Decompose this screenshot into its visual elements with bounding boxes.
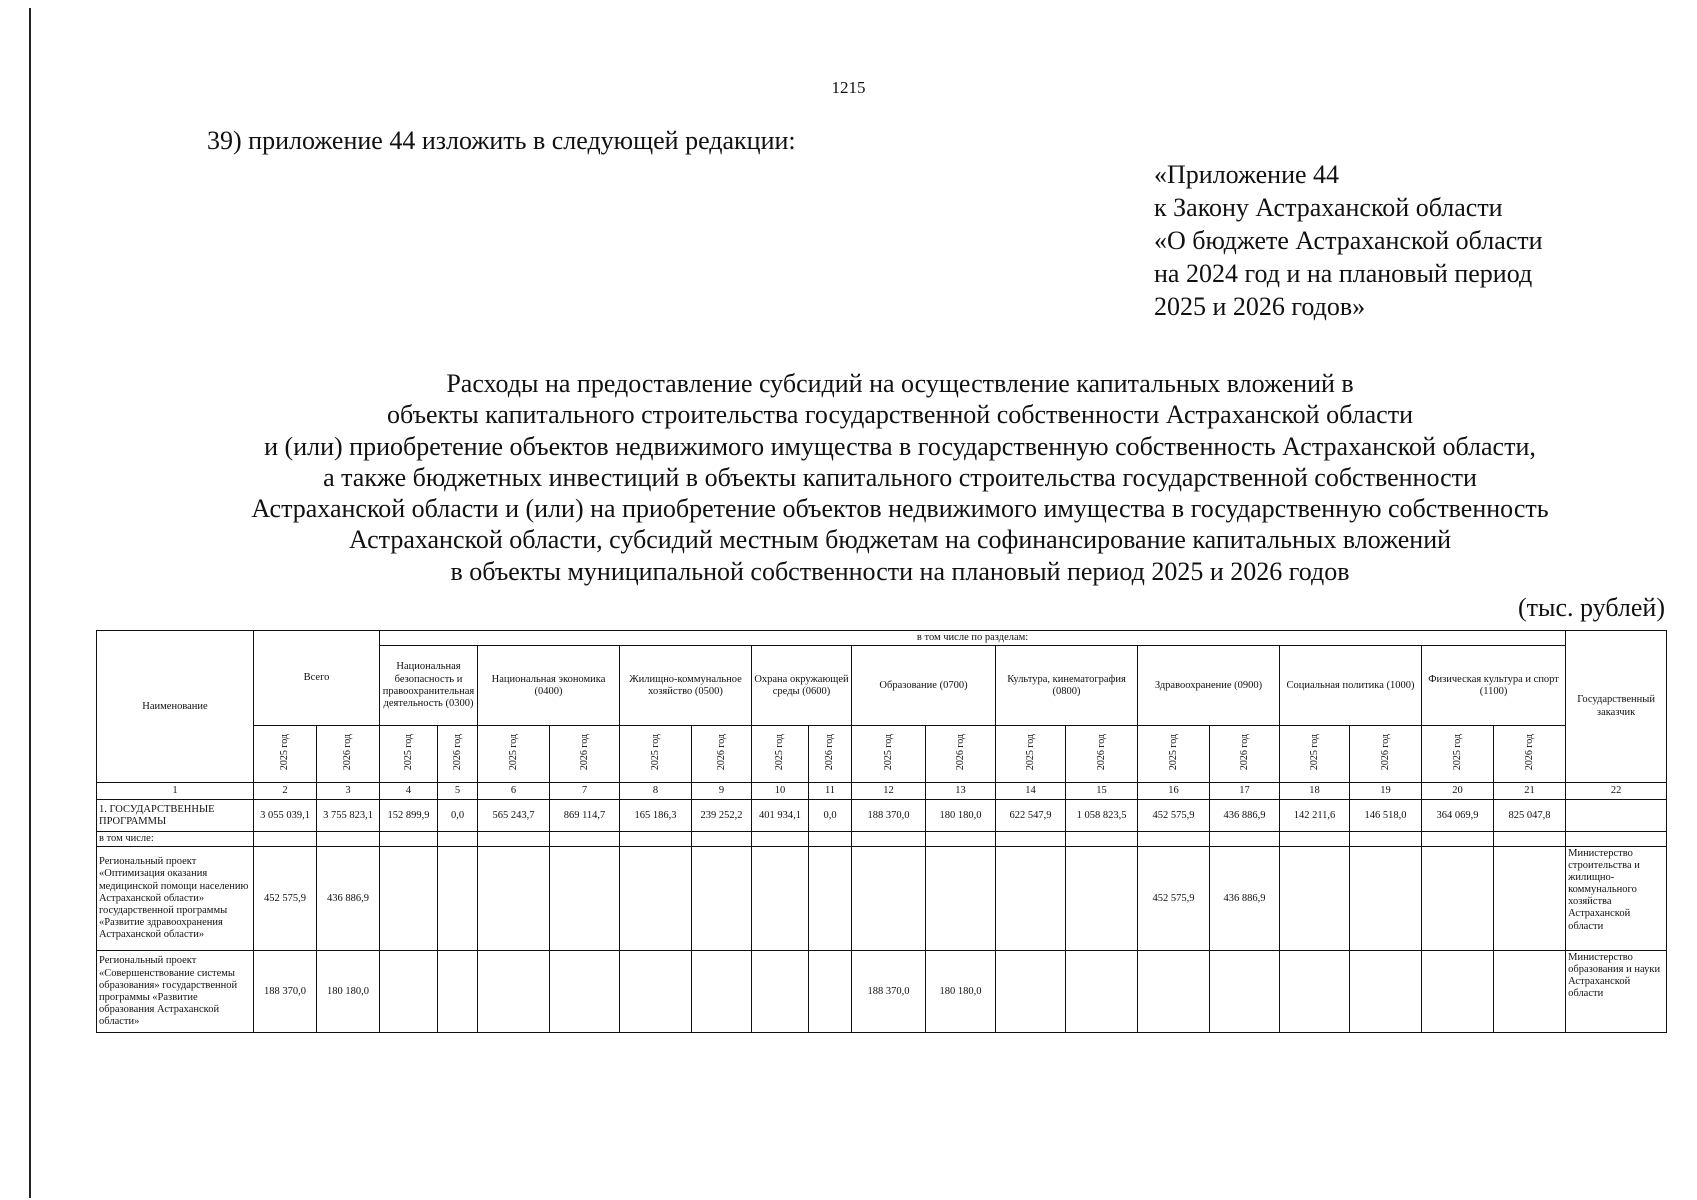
row-value: 3 055 039,1: [254, 800, 317, 832]
header-year-2025: [1422, 726, 1494, 783]
header-year-2026: [317, 726, 380, 783]
row-value: 142 211,6: [1280, 800, 1350, 832]
header-section: Национальная экономика (0400): [478, 646, 620, 726]
row-value: [1138, 832, 1210, 847]
amendment-intro: 39) приложение 44 изложить в следующей редакции:: [207, 126, 796, 155]
document-title: [100, 368, 1697, 587]
title-line: Астраханской области и (или) на приобретение объектов недвижимого имущества в государственную собственность: [251, 494, 1549, 524]
row-value: [438, 951, 478, 1033]
header-section: Национальная безопасность и правоохранительная деятельность (0300): [380, 646, 478, 726]
row-value: [996, 847, 1066, 951]
page-number: 1215: [831, 78, 866, 97]
column-number: 3: [317, 783, 380, 800]
row-customer: [1566, 800, 1667, 832]
year-label: 2025 год: [882, 733, 894, 771]
column-number: 9: [692, 783, 752, 800]
row-value: [1350, 847, 1422, 951]
title-line: а также бюджетных инвестиций в объекты капитального строительства государственной собственности: [323, 462, 1477, 492]
row-value: [996, 951, 1066, 1033]
column-number: 6: [478, 783, 550, 800]
header-year-2026: [926, 726, 996, 783]
column-number: 7: [550, 783, 620, 800]
row-value: [1280, 832, 1350, 847]
row-value: 452 575,9: [1138, 800, 1210, 832]
header-year-2025: [752, 726, 809, 783]
row-value: 869 114,7: [550, 800, 620, 832]
year-label: 2026 год: [954, 733, 966, 771]
row-value: 565 243,7: [478, 800, 550, 832]
row-value: [1066, 847, 1138, 951]
row-value: 152 899,9: [380, 800, 438, 832]
column-number: 22: [1566, 783, 1667, 800]
column-number: 5: [438, 783, 478, 800]
row-value: 188 370,0: [852, 951, 926, 1033]
year-label: 2025 год: [279, 733, 291, 771]
row-value: [926, 847, 996, 951]
table-row: [97, 800, 1667, 832]
row-value: [1280, 951, 1350, 1033]
row-customer: Министерство строительства и жилищно-коммунального хозяйства Астраханской области: [1566, 847, 1667, 951]
row-value: [1422, 951, 1494, 1033]
column-number: 10: [752, 783, 809, 800]
row-value: [692, 951, 752, 1033]
row-customer: Министерство образования и науки Астраханской области: [1566, 951, 1667, 1033]
year-label: 2026 год: [1523, 733, 1535, 771]
row-name: 1. ГОСУДАРСТВЕННЫЕ ПРОГРАММЫ: [97, 800, 254, 832]
row-value: 0,0: [438, 800, 478, 832]
column-number: 11: [809, 783, 852, 800]
row-value: [692, 832, 752, 847]
row-value: [926, 832, 996, 847]
header-year-2025: [996, 726, 1066, 783]
year-label: 2026 год: [342, 733, 354, 771]
header-year-2026: [1350, 726, 1422, 783]
header-year-2025: [1138, 726, 1210, 783]
column-number: 12: [852, 783, 926, 800]
title-line: Астраханской области, субсидий местным бюджетам на софинансирование капитальных вложений: [348, 525, 1452, 555]
row-value: 452 575,9: [1138, 847, 1210, 951]
year-label: 2025 год: [507, 733, 519, 771]
header-section: Физическая культура и спорт (1100): [1422, 646, 1566, 726]
page-margin-line: [29, 8, 31, 1198]
table-row: [97, 951, 1667, 1033]
title-line: в объекты муниципальной собственности на плановый период 2025 и 2026 годов: [450, 556, 1350, 586]
appendix-line: «О бюджете Астраханской области: [1154, 226, 1543, 255]
year-label: 2025 год: [1167, 733, 1179, 771]
appendix-line: на 2024 год и на плановый период: [1154, 259, 1533, 288]
row-value: 825 047,8: [1494, 800, 1566, 832]
header-year-2025: [852, 726, 926, 783]
year-label: 2026 год: [824, 733, 836, 771]
header-customer: Государственный заказчик: [1566, 631, 1667, 783]
header-section: Культура, кинематография (0800): [996, 646, 1138, 726]
row-name: в том числе:: [97, 832, 254, 847]
budget-table: [96, 630, 1667, 1033]
year-label: 2025 год: [402, 733, 414, 771]
appendix-line: к Закону Астраханской области: [1154, 193, 1503, 222]
column-number: 18: [1280, 783, 1350, 800]
column-number-row: [97, 783, 1667, 800]
row-value: [550, 847, 620, 951]
column-number: 2: [254, 783, 317, 800]
row-value: 188 370,0: [254, 951, 317, 1033]
row-value: [1066, 951, 1138, 1033]
header-section: Здравоохранение (0900): [1138, 646, 1280, 726]
row-value: [478, 832, 550, 847]
row-value: [438, 832, 478, 847]
row-value: [478, 951, 550, 1033]
row-value: [692, 847, 752, 951]
header-section: Образование (0700): [852, 646, 996, 726]
row-value: [1210, 832, 1280, 847]
year-label: 2026 год: [578, 733, 590, 771]
row-value: 180 180,0: [926, 951, 996, 1033]
row-value: [752, 951, 809, 1033]
year-label: 2025 год: [1024, 733, 1036, 771]
row-value: [809, 951, 852, 1033]
header-section: Социальная политика (1000): [1280, 646, 1422, 726]
title-line: Расходы на предоставление субсидий на осуществление капитальных вложений в: [446, 369, 1354, 398]
row-value: [620, 951, 692, 1033]
row-value: [438, 847, 478, 951]
column-number: 17: [1210, 783, 1280, 800]
row-value: [550, 951, 620, 1033]
column-number: 1: [97, 783, 254, 800]
row-value: 1 058 823,5: [1066, 800, 1138, 832]
header-year-2025: [1280, 726, 1350, 783]
header-year-2025: [254, 726, 317, 783]
row-name: Региональный проект «Оптимизация оказания медицинской помощи населению Астраханской области» государственной программы «Развитие здравоохранения Астраханской области»: [97, 847, 254, 951]
row-value: 364 069,9: [1422, 800, 1494, 832]
header-including-sections: в том числе по разделам:: [380, 631, 1566, 646]
row-value: 0,0: [809, 800, 852, 832]
column-number: 16: [1138, 783, 1210, 800]
row-value: [380, 847, 438, 951]
row-value: [1350, 832, 1422, 847]
column-number: 14: [996, 783, 1066, 800]
row-value: 188 370,0: [852, 800, 926, 832]
row-value: [809, 832, 852, 847]
table-row: [97, 832, 1667, 847]
column-number: 19: [1350, 783, 1422, 800]
appendix-header: [1154, 158, 1543, 323]
column-number: 20: [1422, 783, 1494, 800]
header-year-2026: [1210, 726, 1280, 783]
row-value: 452 575,9: [254, 847, 317, 951]
row-value: [620, 847, 692, 951]
row-value: [1422, 847, 1494, 951]
year-label: 2026 год: [715, 733, 727, 771]
year-label: 2026 год: [451, 733, 463, 771]
year-label: 2026 год: [1238, 733, 1250, 771]
table-row: [97, 847, 1667, 951]
column-number: 4: [380, 783, 438, 800]
header-section: Охрана окружающей среды (0600): [752, 646, 852, 726]
header-name: Наименование: [97, 631, 254, 783]
column-number: 15: [1066, 783, 1138, 800]
row-value: [550, 832, 620, 847]
row-value: 239 252,2: [692, 800, 752, 832]
row-value: [1280, 847, 1350, 951]
row-value: 180 180,0: [926, 800, 996, 832]
row-value: 436 886,9: [1210, 800, 1280, 832]
units-label: (тыс. рублей): [1517, 593, 1665, 622]
row-value: [1494, 951, 1566, 1033]
year-label: 2026 год: [1379, 733, 1391, 771]
header-year-2026: [809, 726, 852, 783]
header-year-2026: [1494, 726, 1566, 783]
row-value: 3 755 823,1: [317, 800, 380, 832]
appendix-line: 2025 и 2026 годов»: [1154, 292, 1366, 321]
header-year-2025: [620, 726, 692, 783]
header-year-2026: [550, 726, 620, 783]
row-value: [852, 847, 926, 951]
row-customer: [1566, 832, 1667, 847]
row-value: [478, 847, 550, 951]
header-year-2026: [438, 726, 478, 783]
title-line: и (или) приобретение объектов недвижимого имущества в государственную собственность Астраханской области,: [264, 431, 1536, 461]
row-value: [809, 847, 852, 951]
row-value: [620, 832, 692, 847]
row-value: [1494, 832, 1566, 847]
row-value: [254, 832, 317, 847]
row-value: [317, 832, 380, 847]
year-label: 2025 год: [1308, 733, 1320, 771]
header-year-2026: [692, 726, 752, 783]
row-value: [1066, 832, 1138, 847]
row-name: Региональный проект «Совершенствование системы образования» государственной программы «Развитие образования Астраханской области»: [97, 951, 254, 1033]
row-value: [1210, 951, 1280, 1033]
year-label: 2025 год: [1451, 733, 1463, 771]
row-value: 146 518,0: [1350, 800, 1422, 832]
row-value: 622 547,9: [996, 800, 1066, 832]
row-value: [1494, 847, 1566, 951]
year-label: 2025 год: [649, 733, 661, 771]
year-label: 2026 год: [1095, 733, 1107, 771]
row-value: [752, 832, 809, 847]
row-value: 436 886,9: [1210, 847, 1280, 951]
row-value: [1422, 832, 1494, 847]
header-total: Всего: [254, 631, 380, 726]
header-section: Жилищно-коммунальное хозяйство (0500): [620, 646, 752, 726]
row-value: [996, 832, 1066, 847]
row-value: [1350, 951, 1422, 1033]
year-label: 2025 год: [774, 733, 786, 771]
row-value: [1138, 951, 1210, 1033]
title-line: объекты капитального строительства государственной собственности Астраханской области: [386, 400, 1413, 430]
header-year-2026: [1066, 726, 1138, 783]
row-value: [852, 832, 926, 847]
row-value: [380, 951, 438, 1033]
row-value: 180 180,0: [317, 951, 380, 1033]
column-number: 21: [1494, 783, 1566, 800]
row-value: 165 186,3: [620, 800, 692, 832]
row-value: 401 934,1: [752, 800, 809, 832]
row-value: [380, 832, 438, 847]
column-number: 13: [926, 783, 996, 800]
header-year-2025: [380, 726, 438, 783]
column-number: 8: [620, 783, 692, 800]
row-value: 436 886,9: [317, 847, 380, 951]
header-year-2025: [478, 726, 550, 783]
appendix-line: «Приложение 44: [1154, 160, 1340, 189]
row-value: [752, 847, 809, 951]
